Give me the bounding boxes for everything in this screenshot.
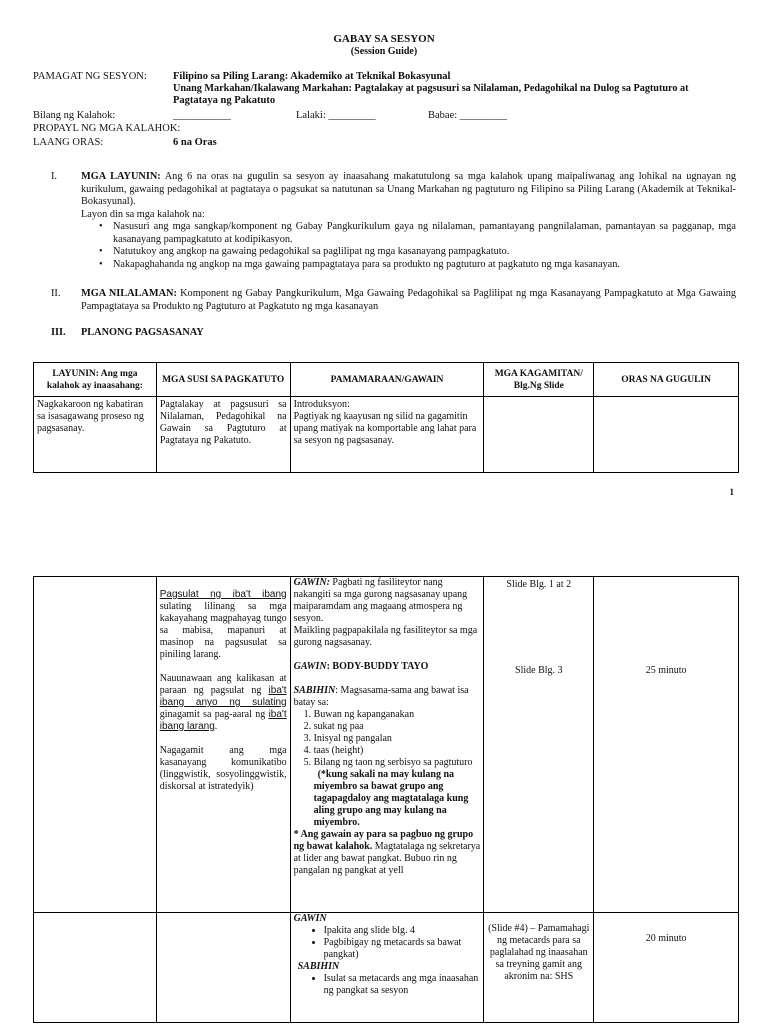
row1-gawain (290, 397, 484, 473)
section-3-label: PLANONG PAGSASANAY (81, 327, 204, 338)
sabihin-label: SABIHIN (293, 685, 336, 696)
section-1-bullet: • Natutukoy ang angkop na gawaing pedagohikal sa paglilipat ng mga kasanayang pampagkatuto. (95, 246, 736, 259)
header-oras: ORAS NA GUGULIN (594, 363, 739, 397)
row1-layunin: Nagkakaroon ng kabatiran sa isasagawang proseso ng pagsasanay. (34, 397, 157, 473)
row2-oras (594, 577, 739, 913)
gawin1-text: Pagbati ng fasiliteytor nang nakangiti sa mga gurong nagsasanay upang maiparamdam ang magaang atmospera ng sesyon. (293, 577, 468, 624)
row3-oras: 20 minuto (594, 913, 739, 1023)
document-subtitle: (Session Guide) (350, 46, 418, 57)
sabihin-text: : Magsasama-sama ang bawat isa batay sa: (293, 685, 469, 708)
row3-sabihin-label: SABIHIN (297, 961, 340, 972)
header-kagamitan: MGA KAGAMITAN/ Blg.Ng Slide (484, 363, 594, 397)
row3-kagamitan: (Slide #4) – Pamamahagi ng metacards para sa paglalahad ng inaasahan sa treyning gamit ang akronim na: SHS (484, 913, 594, 1023)
propayl-label: PROPAYL NG MGA KALAHOK: (33, 123, 181, 134)
note-2-bold: * Ang gawain ay para sa pagbuo ng grupo ng bawat kalahok. (293, 829, 474, 852)
gawin2-label: GAWIN (293, 661, 327, 672)
section-1-number: I. (51, 171, 58, 182)
slide-1: Slide Blg. 1 at 2 (506, 579, 572, 590)
section-3-number: III. (51, 327, 66, 338)
plan-table-2 (33, 576, 739, 1023)
gawin1-text2: Maikling pagpapakilala ng fasiliteytor sa mga gurong nagsasanay. (293, 625, 478, 648)
header-susi: MGA SUSI SA PAGKATUTO (156, 363, 290, 397)
susi-p2-b: iba't ibang anyo ng sulating (159, 685, 287, 708)
row2-layunin (34, 577, 157, 913)
section-1-bullet: • Nasusuri ang mga sangkap/komponent ng Gabay Pangkurikulum gaya ng nilalaman, pamantayang pangnilalaman, pamantayan sa pagganap, mga kasanayang pampagkatuto at kodipikasyon. (95, 221, 736, 246)
slide-2: Slide Blg. 3 (515, 665, 563, 676)
row1-gawain-title: Introduksyon: (293, 399, 350, 410)
pamagat-line3: Pagtataya ng Pakatuto (173, 95, 276, 106)
section-1-label: MGA LAYUNIN: (81, 171, 161, 182)
plan-table-1 (33, 362, 739, 473)
gawin2-title: : BODY-BUDDY TAYO (326, 661, 429, 672)
row1-susi: Pagtalakay at pagsusuri sa Nilalaman, Pedagohikal na Gawain sa Pagtuturo at Pagtataya ng Pakatuto. (156, 397, 290, 473)
bilang-label: Bilang ng Kalahok: (33, 110, 116, 121)
note-1: (*kung sakali na may kulang na miyembro sa bawat grupo ang tagapagdaloy ang magtatalaga kung aling grupo ang may kulang na miyembro. (313, 769, 469, 828)
susi-p3: Nagagamit ang mga kasanayang komunikatibo (linggwistik, sosyolinggwistik, diskorsal at istratedyik) (159, 745, 287, 792)
section-1-body (81, 171, 736, 271)
list-item: 1. Buwan ng kapanganakan (314, 709, 481, 721)
pamagat-line2: Unang Markahan/Ikalawang Markahan: Pagtalakay at pagsusuri sa Nilalaman, Pedagohikal na Dulog sa Pagtuturo at (173, 83, 689, 94)
row2-gawain (290, 577, 484, 913)
lalaki-label: Lalaki: _________ (296, 110, 376, 121)
row1-oras (594, 397, 739, 473)
gawin1-label: GAWIN: (293, 577, 330, 588)
bilang-blank: ___________ (173, 110, 231, 121)
susi-p2-d: iba't ibang larang (159, 709, 287, 732)
row3-bullet: • Isulat sa metacards ang mga inaasahan ng pangkat sa sesyon (324, 973, 481, 997)
susi-p2-c: ginagamit sa pag-aaral ng (159, 709, 266, 720)
susi-p1-b: sulating lilinang sa mga kakayahang magpahayag tungo sa mabisa, mapanuri at masinop na pagsusulat sa piniling larang. (159, 601, 287, 660)
pamagat-line1: Filipino sa Piling Larang: Akademiko at Teknikal Bokasyunal (173, 71, 451, 82)
row2-kagamitan (484, 577, 594, 913)
row2-susi: Pagsulat ng iba't ibang sulating lilinang sa mga kakayahang magpahayag tungo sa mabisa, mapanuri at masinop na pagsusulat sa piniling larang. Nauunawaan ang kalikasan at paraan ng pagsulat ng iba't ibang anyo ng sulating ginagamit sa pag-aaral ng iba't ibang larang. Nagagamit ang mga kasanayang komunikatibo (linggwistik, sosyolinggwistik, diskorsal at istratedyik) (156, 577, 290, 913)
header-pamamaraan: PAMAMARAAN/GAWAIN (290, 363, 484, 397)
list-item: 2. sukat ng paa (314, 721, 481, 733)
row3-bullet: • Ipakita ang slide blg. 4 (324, 925, 481, 937)
row1-gawain-text: Pagtiyak ng kaayusan ng silid na gagamitin upang matiyak na komportable ang lahat para sa sesyon ng pagsasanay. (293, 411, 477, 446)
row3-gawain (290, 913, 484, 1023)
susi-p2-a: Nauunawaan ang kalikasan at paraan ng pagsulat ng (159, 673, 287, 696)
list-item: 3. Inisyal ng pangalan (314, 733, 481, 745)
section-1-text: Ang 6 na oras na gugulin sa sesyon ay inaasahang makatutulong sa mga kalahok upang maipaliwanag ang lohikal na ugnayan ng kurikulum, gawaing pedagohikal at pagtataya o pagsukat sa natutunan sa Unang Markahan ng pagtuturo ng Filipino sa Piling Larang (Akademik at Teknikal-Bokasyunal). (81, 171, 737, 207)
section-2-number: II. (51, 288, 61, 299)
note-2-rest: Magtatalaga ng sekretarya at lider ang bawat pangkat. Bubuo rin ng pangalan ng pangkat at yell (293, 841, 481, 876)
section-1-intro: Layon din sa mga kalahok na: (81, 208, 205, 220)
list-item: 5. Bilang ng taon ng serbisyo sa pagtuturo (314, 757, 481, 769)
row3-layunin (34, 913, 157, 1023)
row3-bullet: • Pagbibigay ng metacards sa bawat pangkat) (324, 937, 481, 961)
section-2-body (81, 288, 736, 313)
babae-label: Babae: _________ (428, 110, 508, 121)
row1-kagamitan (484, 397, 594, 473)
list-item: 4. taas (height) (314, 745, 481, 757)
laang-value: 6 na Oras (173, 137, 217, 148)
section-2-text: Komponent ng Gabay Pangkurikulum, Mga Gawaing Pedagohikal sa Paglilipat ng mga Kasanayang Pampagkatuto at Mga Gawaing Pampagtataya sa Produkto ng Pagtuturo at Pagkatuto ng mga kasanayan (81, 288, 736, 312)
section-2-label: MGA NILALAMAN: (81, 288, 177, 299)
laang-label: LAANG ORAS: (33, 137, 104, 148)
document-title: GABAY SA SESYON (333, 33, 435, 45)
page-number: 1 (729, 487, 734, 497)
header-layunin: LAYUNIN: Ang mga kalahok ay inaasahang: (34, 363, 157, 397)
oras-25: 25 minuto (645, 665, 687, 676)
row3-gawin-label: GAWIN (293, 913, 327, 924)
section-1-bullet: • Nakapaghahanda ng angkop na mga gawaing pampagtataya para sa produkto ng pagtuturo at pagkatuto ng mga kasanayan. (95, 259, 736, 272)
row3-susi (156, 913, 290, 1023)
pamagat-label: PAMAGAT NG SESYON: (33, 71, 147, 82)
susi-p1-a: Pagsulat ng iba't ibang (159, 589, 287, 600)
